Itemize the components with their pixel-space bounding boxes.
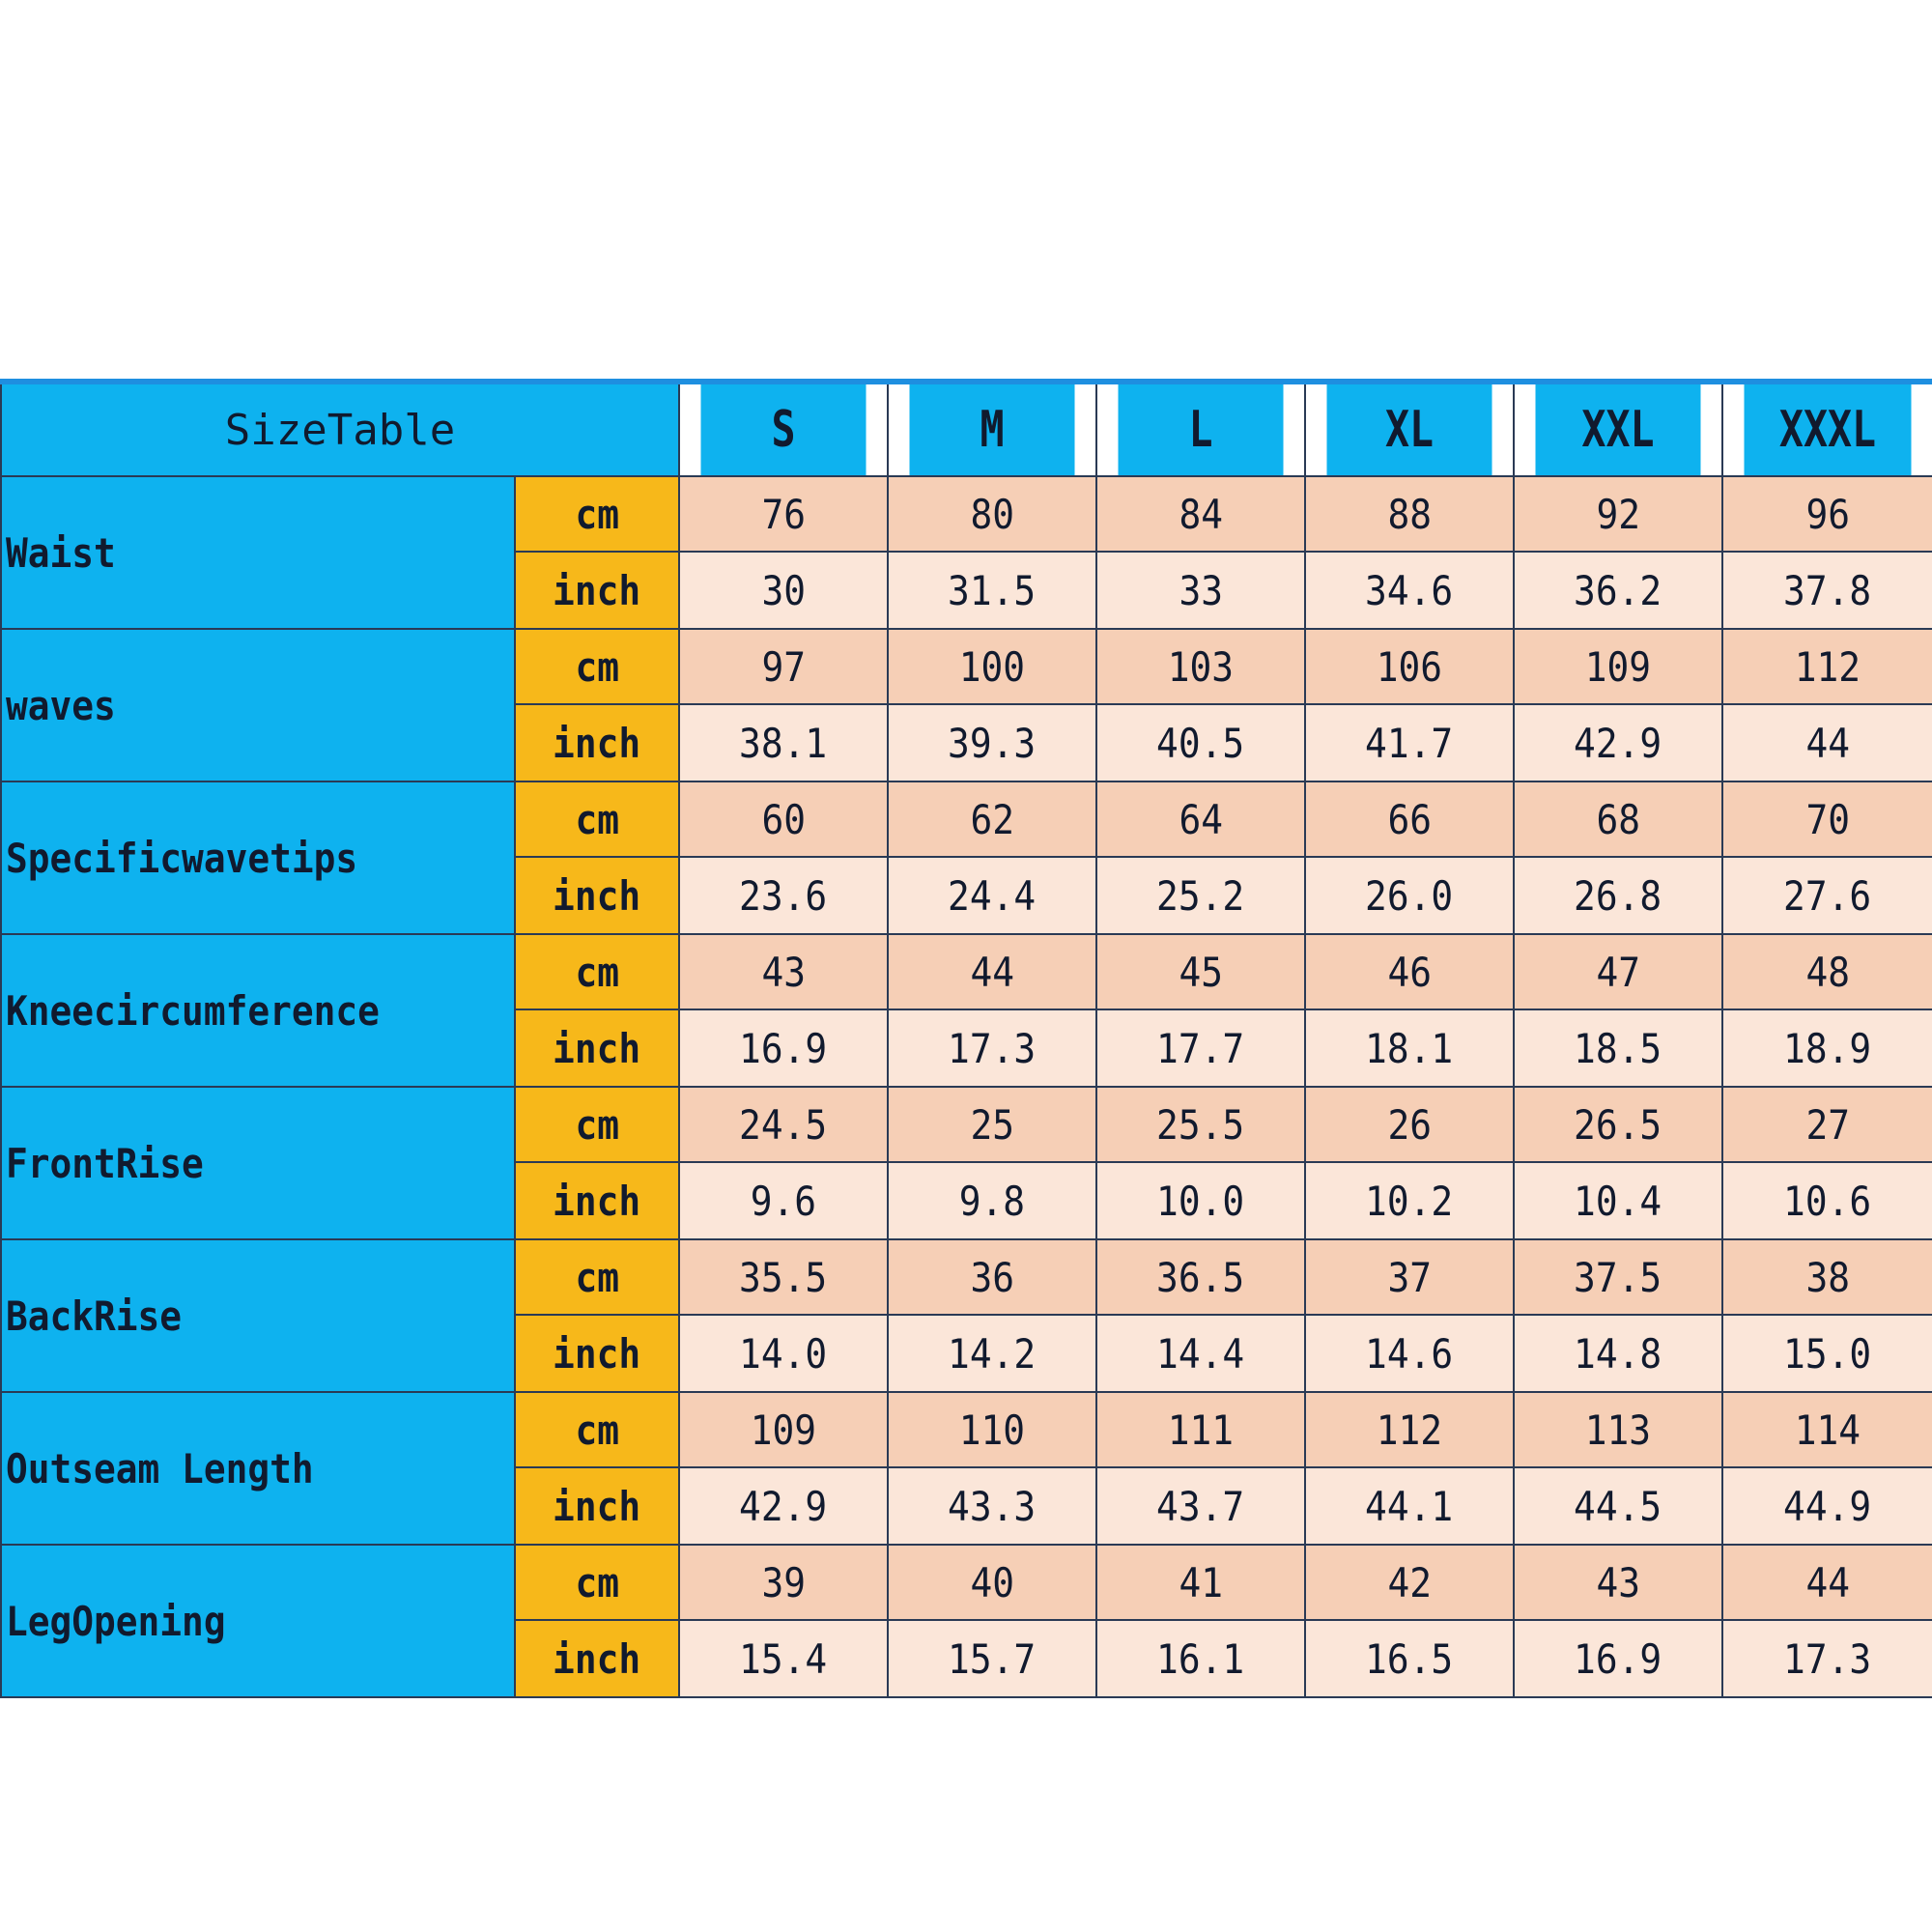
value-cell-text: 9.8 — [958, 1177, 1026, 1225]
unit-cm — [515, 1545, 679, 1620]
table-row-backrise-cm — [1, 1239, 1932, 1315]
value-cell-text: 43 — [761, 948, 806, 996]
value-cell-text: 26.5 — [1574, 1100, 1662, 1149]
value-cell-text: 38 — [1805, 1253, 1850, 1301]
value-cell-text: 35.5 — [739, 1253, 828, 1301]
unit-cm — [515, 934, 679, 1009]
value-cell-text: 111 — [1167, 1406, 1235, 1454]
value-cell-text: 42.9 — [739, 1482, 828, 1530]
value-cell-text: 24.4 — [948, 871, 1037, 920]
value-cell — [1305, 1239, 1514, 1315]
measurement-label-waist — [1, 476, 515, 629]
table-row-legopening-cm — [1, 1545, 1932, 1620]
value-cell — [679, 476, 888, 552]
value-cell-text: 97 — [761, 642, 806, 691]
value-cell-text: 31.5 — [948, 566, 1037, 614]
unit-inch-text: inch — [553, 1482, 641, 1530]
unit-cm-text: cm — [575, 1100, 619, 1149]
value-cell — [679, 1467, 888, 1545]
value-cell — [1305, 1087, 1514, 1162]
value-cell-text: 14.2 — [948, 1329, 1037, 1378]
value-cell — [1722, 1545, 1932, 1620]
value-cell-text: 103 — [1167, 642, 1235, 691]
measurement-label-legopening-text: LegOpening — [6, 1597, 226, 1645]
value-cell — [1096, 1545, 1305, 1620]
value-cell — [888, 1315, 1096, 1392]
value-cell-text: 64 — [1179, 795, 1223, 843]
value-cell-text: 18.5 — [1574, 1024, 1662, 1072]
value-cell — [679, 704, 888, 781]
measurement-label-outseam-length — [1, 1392, 515, 1545]
value-cell-text: 43.7 — [1156, 1482, 1245, 1530]
value-cell-text: 44 — [970, 948, 1014, 996]
value-cell — [679, 1087, 888, 1162]
value-cell-text: 25.5 — [1156, 1100, 1245, 1149]
value-cell-text: 76 — [761, 490, 806, 538]
value-cell-text: 66 — [1387, 795, 1432, 843]
value-cell — [1096, 1162, 1305, 1239]
value-cell-text: 106 — [1376, 642, 1443, 691]
size-header-xxl: XXL — [1535, 382, 1702, 476]
measurement-label-backrise — [1, 1239, 515, 1392]
value-cell-text: 33 — [1179, 566, 1223, 614]
value-cell-text: 112 — [1794, 642, 1861, 691]
value-cell — [1305, 781, 1514, 857]
unit-cm-text: cm — [575, 948, 619, 996]
size-header-m: M — [909, 382, 1076, 476]
value-cell-text: 17.7 — [1156, 1024, 1245, 1072]
value-cell — [1096, 704, 1305, 781]
value-cell — [888, 1162, 1096, 1239]
value-cell — [679, 1620, 888, 1697]
value-cell-text: 10.0 — [1156, 1177, 1245, 1225]
value-cell-text: 34.6 — [1365, 566, 1454, 614]
value-cell-text: 40 — [970, 1558, 1014, 1606]
unit-cm — [515, 1239, 679, 1315]
unit-inch-text: inch — [553, 1177, 641, 1225]
value-cell — [1096, 781, 1305, 857]
value-cell — [1305, 1545, 1514, 1620]
measurement-label-kneecircumference-text: Kneecircumference — [6, 986, 380, 1035]
unit-cm-text: cm — [575, 642, 619, 691]
value-cell — [888, 1467, 1096, 1545]
value-cell-text: 27 — [1805, 1100, 1850, 1149]
size-header-xxxl: XXXL — [1744, 382, 1912, 476]
value-cell — [1722, 1162, 1932, 1239]
value-cell-text: 88 — [1387, 490, 1432, 538]
value-cell-text: 112 — [1376, 1406, 1443, 1454]
value-cell-text: 16.9 — [739, 1024, 828, 1072]
value-cell-text: 36.2 — [1574, 566, 1662, 614]
value-cell — [888, 552, 1096, 629]
value-cell-text: 16.9 — [1574, 1634, 1662, 1683]
value-cell — [1514, 1392, 1722, 1467]
value-cell — [1096, 476, 1305, 552]
measurement-label-frontrise-text: FrontRise — [6, 1139, 204, 1187]
value-cell — [1722, 1467, 1932, 1545]
value-cell — [1305, 1620, 1514, 1697]
unit-inch — [515, 1009, 679, 1087]
value-cell — [1096, 1467, 1305, 1545]
value-cell-text: 42 — [1387, 1558, 1432, 1606]
unit-inch-text: inch — [553, 871, 641, 920]
value-cell-text: 109 — [1584, 642, 1652, 691]
value-cell — [1514, 1315, 1722, 1392]
value-cell-text: 44.5 — [1574, 1482, 1662, 1530]
value-cell-text: 16.5 — [1365, 1634, 1454, 1683]
value-cell-text: 41 — [1179, 1558, 1223, 1606]
value-cell — [1514, 1620, 1722, 1697]
value-cell — [1514, 704, 1722, 781]
value-cell-text: 84 — [1179, 490, 1223, 538]
value-cell — [679, 1162, 888, 1239]
value-cell — [1096, 552, 1305, 629]
table-row-waist-cm — [1, 476, 1932, 552]
value-cell — [888, 1239, 1096, 1315]
value-cell — [1722, 781, 1932, 857]
value-cell — [1305, 1162, 1514, 1239]
value-cell — [1305, 1467, 1514, 1545]
value-cell — [1722, 1239, 1932, 1315]
value-cell — [1514, 1239, 1722, 1315]
value-cell-text: 46 — [1387, 948, 1432, 996]
unit-cm-text: cm — [575, 490, 619, 538]
measurement-label-waves-text: waves — [6, 681, 116, 729]
value-cell-text: 96 — [1805, 490, 1850, 538]
measurement-label-outseam-length-text: Outseam Length — [6, 1444, 314, 1492]
value-cell — [1722, 1620, 1932, 1697]
size-table — [0, 379, 1932, 1698]
value-cell-text: 113 — [1584, 1406, 1652, 1454]
value-cell — [1096, 1087, 1305, 1162]
value-cell-text: 37.8 — [1783, 566, 1872, 614]
header-row — [1, 382, 1932, 476]
value-cell — [1305, 704, 1514, 781]
unit-inch — [515, 1467, 679, 1545]
value-cell-text: 18.1 — [1365, 1024, 1454, 1072]
value-cell-text: 30 — [761, 566, 806, 614]
measurement-label-specificwavetips — [1, 781, 515, 934]
unit-inch — [515, 704, 679, 781]
value-cell — [888, 1545, 1096, 1620]
value-cell — [1722, 857, 1932, 934]
value-cell-text: 109 — [750, 1406, 817, 1454]
table-row-kneecircumference-cm — [1, 934, 1932, 1009]
value-cell — [1722, 704, 1932, 781]
table-title: SizeTable — [1, 382, 679, 476]
value-cell — [1722, 1009, 1932, 1087]
value-cell — [679, 629, 888, 704]
value-cell-text: 25.2 — [1156, 871, 1245, 920]
unit-inch-text: inch — [553, 1634, 641, 1683]
value-cell — [1096, 934, 1305, 1009]
value-cell — [679, 1239, 888, 1315]
value-cell-text: 48 — [1805, 948, 1850, 996]
unit-inch-text: inch — [553, 1329, 641, 1378]
unit-cm-text: cm — [575, 1406, 619, 1454]
value-cell — [1722, 629, 1932, 704]
unit-inch — [515, 1620, 679, 1697]
value-cell-text: 15.4 — [739, 1634, 828, 1683]
value-cell-text: 44 — [1805, 1558, 1850, 1606]
value-cell-text: 17.3 — [948, 1024, 1037, 1072]
value-cell — [1514, 1545, 1722, 1620]
value-cell — [1514, 857, 1722, 934]
size-header-s: S — [700, 382, 867, 476]
value-cell — [1305, 857, 1514, 934]
table-body — [1, 476, 1932, 1697]
value-cell-text: 26.0 — [1365, 871, 1454, 920]
value-cell — [1305, 1315, 1514, 1392]
value-cell — [1305, 934, 1514, 1009]
value-cell — [1514, 1467, 1722, 1545]
unit-cm — [515, 781, 679, 857]
value-cell-text: 68 — [1596, 795, 1640, 843]
value-cell — [888, 476, 1096, 552]
value-cell-text: 37 — [1387, 1253, 1432, 1301]
value-cell-text: 92 — [1596, 490, 1640, 538]
value-cell-text: 10.6 — [1783, 1177, 1872, 1225]
table-row-outseam-length-cm — [1, 1392, 1932, 1467]
value-cell — [679, 857, 888, 934]
value-cell — [1514, 781, 1722, 857]
value-cell — [679, 1315, 888, 1392]
value-cell — [1305, 629, 1514, 704]
value-cell-text: 17.3 — [1783, 1634, 1872, 1683]
table-row-specificwavetips-cm — [1, 781, 1932, 857]
value-cell-text: 14.8 — [1574, 1329, 1662, 1378]
size-header-xl: XL — [1326, 382, 1493, 476]
value-cell-text: 43 — [1596, 1558, 1640, 1606]
unit-cm-text: cm — [575, 1558, 619, 1606]
measurement-label-kneecircumference — [1, 934, 515, 1087]
value-cell — [1722, 552, 1932, 629]
value-cell — [679, 1392, 888, 1467]
value-cell — [1514, 934, 1722, 1009]
value-cell — [679, 934, 888, 1009]
unit-cm — [515, 476, 679, 552]
value-cell — [1096, 1315, 1305, 1392]
measurement-label-frontrise — [1, 1087, 515, 1239]
value-cell-text: 14.0 — [739, 1329, 828, 1378]
unit-cm — [515, 1087, 679, 1162]
value-cell-text: 15.7 — [948, 1634, 1037, 1683]
value-cell — [679, 1009, 888, 1087]
value-cell-text: 15.0 — [1783, 1329, 1872, 1378]
value-cell — [888, 857, 1096, 934]
value-cell — [679, 552, 888, 629]
value-cell — [1096, 1239, 1305, 1315]
value-cell-text: 26 — [1387, 1100, 1432, 1149]
value-cell-text: 42.9 — [1574, 719, 1662, 767]
measurement-label-waves — [1, 629, 515, 781]
value-cell-text: 39 — [761, 1558, 806, 1606]
value-cell-text: 18.9 — [1783, 1024, 1872, 1072]
value-cell-text: 60 — [761, 795, 806, 843]
value-cell-text: 110 — [958, 1406, 1026, 1454]
unit-cm — [515, 1392, 679, 1467]
unit-cm — [515, 629, 679, 704]
unit-inch-text: inch — [553, 719, 641, 767]
value-cell-text: 24.5 — [739, 1100, 828, 1149]
value-cell-text: 38.1 — [739, 719, 828, 767]
value-cell-text: 25 — [970, 1100, 1014, 1149]
value-cell — [888, 781, 1096, 857]
value-cell — [1722, 1315, 1932, 1392]
value-cell — [1722, 476, 1932, 552]
value-cell — [1514, 476, 1722, 552]
value-cell-text: 26.8 — [1574, 871, 1662, 920]
value-cell — [1305, 552, 1514, 629]
value-cell — [1514, 1087, 1722, 1162]
value-cell-text: 16.1 — [1156, 1634, 1245, 1683]
value-cell — [888, 1009, 1096, 1087]
value-cell-text: 36 — [970, 1253, 1014, 1301]
unit-cm-text: cm — [575, 1253, 619, 1301]
value-cell — [888, 1392, 1096, 1467]
value-cell — [1096, 857, 1305, 934]
value-cell — [1722, 1392, 1932, 1467]
value-cell — [1096, 1392, 1305, 1467]
value-cell-text: 41.7 — [1365, 719, 1454, 767]
unit-inch — [515, 1315, 679, 1392]
value-cell — [1305, 1009, 1514, 1087]
value-cell — [1514, 1162, 1722, 1239]
unit-inch — [515, 857, 679, 934]
table-row-frontrise-cm — [1, 1087, 1932, 1162]
value-cell-text: 14.4 — [1156, 1329, 1245, 1378]
value-cell — [888, 704, 1096, 781]
value-cell — [1096, 1009, 1305, 1087]
value-cell-text: 44.9 — [1783, 1482, 1872, 1530]
value-cell — [679, 781, 888, 857]
value-cell-text: 44.1 — [1365, 1482, 1454, 1530]
value-cell-text: 37.5 — [1574, 1253, 1662, 1301]
unit-inch-text: inch — [553, 1024, 641, 1072]
value-cell-text: 36.5 — [1156, 1253, 1245, 1301]
value-cell-text: 114 — [1794, 1406, 1861, 1454]
value-cell-text: 9.6 — [750, 1177, 817, 1225]
table-row-waves-cm — [1, 629, 1932, 704]
value-cell — [1305, 1392, 1514, 1467]
value-cell-text: 39.3 — [948, 719, 1037, 767]
value-cell — [1514, 629, 1722, 704]
value-cell-text: 62 — [970, 795, 1014, 843]
unit-inch — [515, 552, 679, 629]
measurement-label-legopening — [1, 1545, 515, 1697]
value-cell — [1514, 1009, 1722, 1087]
value-cell-text: 44 — [1805, 719, 1850, 767]
measurement-label-waist-text: Waist — [6, 528, 116, 577]
value-cell-text: 23.6 — [739, 871, 828, 920]
value-cell — [679, 1545, 888, 1620]
value-cell-text: 27.6 — [1783, 871, 1872, 920]
value-cell — [1096, 629, 1305, 704]
value-cell — [888, 934, 1096, 1009]
measurement-label-specificwavetips-text: Specificwavetips — [6, 834, 358, 882]
value-cell — [888, 1620, 1096, 1697]
value-cell-text: 100 — [958, 642, 1026, 691]
value-cell-text: 10.4 — [1574, 1177, 1662, 1225]
value-cell — [888, 1087, 1096, 1162]
value-cell — [1514, 552, 1722, 629]
value-cell-text: 47 — [1596, 948, 1640, 996]
value-cell-text: 45 — [1179, 948, 1223, 996]
value-cell — [888, 629, 1096, 704]
value-cell-text: 10.2 — [1365, 1177, 1454, 1225]
value-cell — [1722, 1087, 1932, 1162]
value-cell-text: 43.3 — [948, 1482, 1037, 1530]
value-cell-text: 14.6 — [1365, 1329, 1454, 1378]
value-cell-text: 40.5 — [1156, 719, 1245, 767]
unit-inch-text: inch — [553, 566, 641, 614]
unit-cm-text: cm — [575, 795, 619, 843]
value-cell — [1722, 934, 1932, 1009]
measurement-label-backrise-text: BackRise — [6, 1292, 183, 1340]
size-header-l: L — [1118, 382, 1285, 476]
value-cell — [1305, 476, 1514, 552]
value-cell-text: 70 — [1805, 795, 1850, 843]
value-cell — [1096, 1620, 1305, 1697]
unit-inch — [515, 1162, 679, 1239]
value-cell-text: 80 — [970, 490, 1014, 538]
